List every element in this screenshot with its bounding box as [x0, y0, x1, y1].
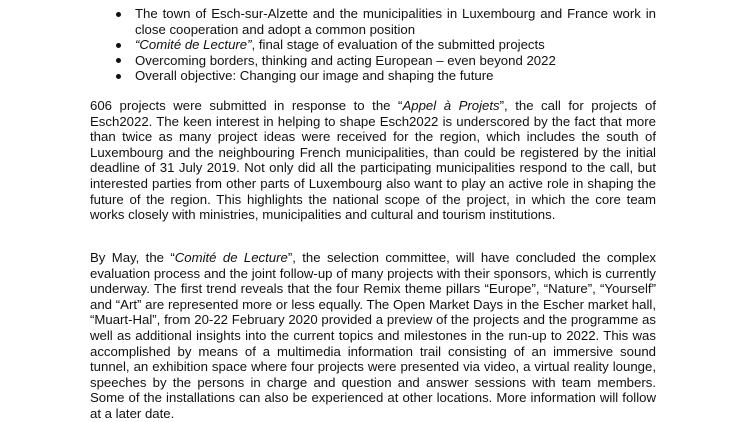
paragraph-italic-text: Appel à Projets — [402, 98, 500, 113]
paragraph-text: By May, the “ — [90, 250, 175, 265]
bullet-item-comite — [90, 37, 656, 53]
bullet-text: Overcoming borders, thinking and acting European – even beyond 2022 — [135, 52, 556, 68]
bullet-item-cooperation — [90, 6, 656, 37]
paragraph-projects-submitted — [90, 98, 656, 223]
paragraph-italic-text: Comité de Lecture — [174, 250, 288, 265]
bullet-dot-icon — [116, 58, 121, 63]
bullet-item-borders — [90, 53, 656, 69]
bullet-text: Overall objective: Changing our image and shaping the future — [135, 68, 494, 83]
bullet-dot-icon — [116, 74, 121, 79]
bullet-list — [90, 6, 656, 84]
bullet-dot-icon — [116, 12, 121, 17]
paragraph-text: ”, the selection committee, will have concluded the complex evaluation process and the joint follow-up of many projects with their sponsors, which is currently underway. The first trend reveals that the four Remix theme pillars “Europe”, “Nature”, “Yourself” and “Art” are represented more or less equally. The Open Market Days in the Escher market hall, “Muart-Hal”, from 20-22 February 2020 provided a preview of the projects and the programme as well as additional insights into the current topics and milestones in the run-up to 2022. This was accomplished by means of a multimedia information trail consisting of an immersive sound tunnel, an exhibition space where four projects were presented via video, a virtual reality lounge, speeches by the persons in charge and question and answer sessions with team members. Some of the installations can also be experienced at other locations. More information will follow at a later date. — [90, 250, 657, 421]
paragraph-text: 606 projects were submitted in response to the “ — [90, 98, 403, 113]
bullet-text: , final stage of evaluation of the submitted projects — [251, 37, 545, 52]
bullet-italic-text: “Comité de Lecture” — [135, 37, 252, 52]
paragraph-text: ”, the call for projects of Esch2022. The keen interest in helping to shape Esch2022 is underscored by the fact that more than twice as many project ideas were received for the region, which includes the south of Luxembourg and the neighbouring French municipalities, than could be registered by the initial deadline of 31 July 2019. Not only did all the participating municipalities respond to the call, but interested parties from other parts of Luxembourg also want to play an active role in shaping the future of the region. This highlights the national scope of the project, in which the core team works closely with ministries, municipalities and cultural and tourism institutions. — [90, 98, 657, 223]
paragraph-selection-committee — [90, 250, 656, 422]
bullet-dot-icon — [116, 43, 121, 48]
bullet-item-objective — [90, 68, 656, 84]
bullet-text: The town of Esch-sur-Alzette and the municipalities in Luxembourg and France work in close cooperation and adopt a common position — [135, 6, 656, 37]
